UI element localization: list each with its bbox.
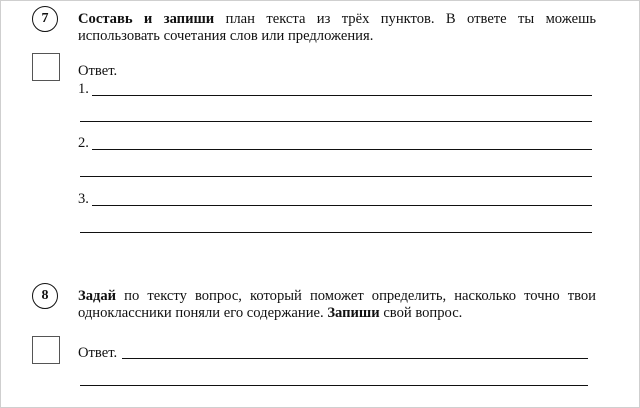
plan-item-3-line[interactable] xyxy=(92,205,592,206)
question-7-bold-instruction: Составь и запиши xyxy=(78,11,215,27)
question-number-7 xyxy=(32,6,58,32)
plan-item-1-line[interactable] xyxy=(92,95,592,96)
question-7-text xyxy=(78,11,596,45)
question-number-8 xyxy=(32,283,58,309)
plan-item-2-number: 2. xyxy=(78,135,89,151)
plan-item-1-line-2[interactable] xyxy=(80,121,592,122)
question-8-line-2-start: одноклассники поняли его содержание. xyxy=(78,305,328,321)
answer-label-7: Ответ. xyxy=(78,63,118,79)
answer-8-line-2[interactable] xyxy=(80,385,588,386)
answer-label-8: Ответ. xyxy=(78,345,118,361)
question-number-7-text: 7 xyxy=(41,11,49,26)
question-8-line-1 xyxy=(78,288,596,305)
answer-score-box-8[interactable] xyxy=(32,336,60,364)
question-7-line-1-rest: план текста из трёх пунктов. В ответе ты можешь xyxy=(214,11,596,27)
question-number-8-text: 8 xyxy=(41,288,49,303)
question-8-line-1-rest: по тексту вопрос, который поможет определить, насколько точно твои xyxy=(116,288,596,304)
plan-item-1-number: 1. xyxy=(78,81,89,97)
question-8-bold-instruction: Задай xyxy=(78,288,117,304)
plan-item-2-line-2[interactable] xyxy=(80,176,592,177)
question-8-line-2-end: свой вопрос. xyxy=(379,305,463,321)
question-8-text xyxy=(78,288,596,322)
question-8-line-2 xyxy=(78,305,596,322)
plan-item-3-number: 3. xyxy=(78,191,89,207)
plan-item-3-line-2[interactable] xyxy=(80,232,592,233)
plan-item-2-line[interactable] xyxy=(92,149,592,150)
question-7-line-2: использовать сочетания слов или предложения. xyxy=(78,28,374,44)
answer-8-line[interactable] xyxy=(122,358,588,359)
answer-score-box-7[interactable] xyxy=(32,53,60,81)
question-8-bold-write: Запиши xyxy=(327,305,380,321)
question-7-line-1 xyxy=(78,11,596,28)
